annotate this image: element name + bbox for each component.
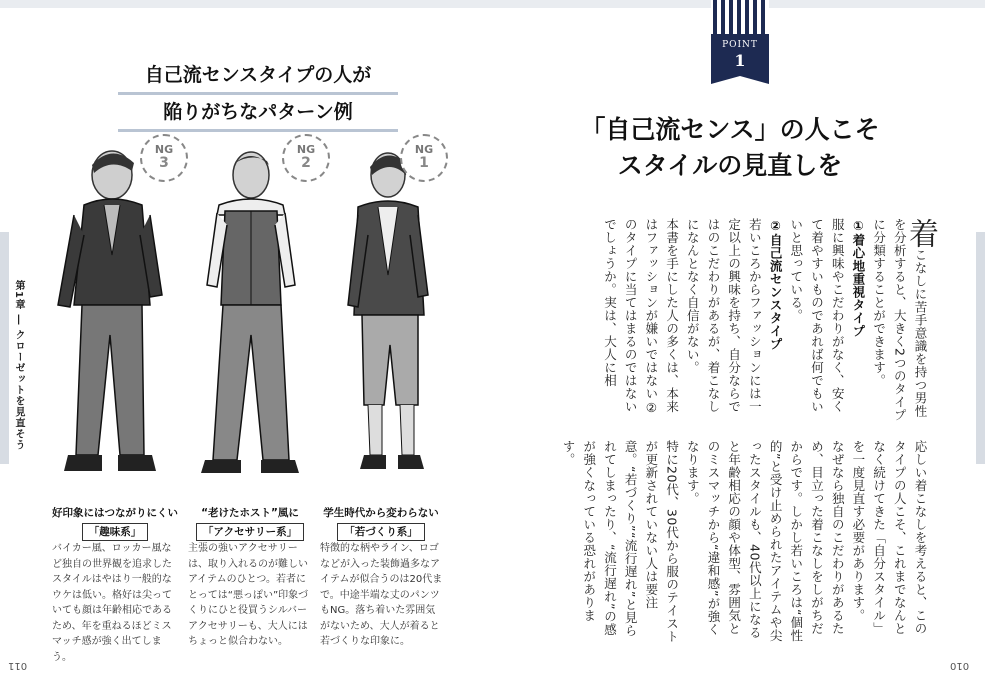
ng-badge-3 bbox=[140, 134, 188, 182]
upper-paragraph-4: 本書を手にした人の多くは、本来はファッションが嫌いではない②のタイプに当てはまるのではないでしょうか。実は、大人に相 bbox=[602, 218, 680, 416]
lower-paragraph-2: なぜなら独自のこだわりがあるため、目立った着こなしをしがちだからです。しかし若いころは“個性的”と受け止められたアイテムや尖ったスタイルも、40代以上になると年齢相応の顔や体型、雰囲気とのミスマッチから“違和感”が強くなります。 bbox=[685, 440, 846, 642]
left-title-line2: 陥りがちなパターン例 bbox=[118, 97, 398, 132]
caption-tag-3: 「趣味系」 bbox=[82, 523, 149, 541]
right-title-line1: 「自己流センス」の人こそ bbox=[580, 115, 880, 144]
point-label: POINT bbox=[722, 40, 758, 50]
upper-paragraph-1: こなしに苦手意識を持つ男性を分析すると、大きく2つのタイプに分類することができます。 bbox=[871, 218, 928, 422]
figure-host-illustration bbox=[185, 135, 315, 485]
right-page-tab bbox=[976, 232, 985, 464]
ng-badge-3-number: 3 bbox=[159, 155, 169, 171]
caption-text-1: 特徴的な柄やライン、ロゴなどが入った装飾過多なアイテムが似合うのは20代まで。中途半端な丈のパンツもNG。落ち着いた雰囲気がないため、大人が着ると若づくりな印象に。 bbox=[320, 543, 443, 647]
left-page-number: 011 bbox=[8, 660, 28, 671]
lower-paragraph-3: 特に20代、30代から服のテイストが更新されていない人は要注意。“若づくり”“流行遅れ”と見られてしまったり、“流行遅れ”の感が強くなっている恐れがあります。 bbox=[561, 440, 680, 643]
right-page-number: 010 bbox=[949, 660, 969, 671]
ng-badge-1-number: 1 bbox=[419, 155, 429, 171]
type1-heading: ①着心地重視タイプ bbox=[850, 218, 866, 338]
caption-tag-2: 「アクセサリー系」 bbox=[196, 523, 304, 541]
figure-youthful-illustration bbox=[330, 135, 450, 485]
right-title-line2: スタイルの見直しを bbox=[617, 151, 843, 180]
left-title-line1: 自己流センスタイプの人が bbox=[118, 60, 398, 95]
lower-paragraph-1: 応しい着こなしを考えると、このタイプの人こそ、これまでなんとなく続けてきた「自分スタイル」を一度見直す必要があります。 bbox=[850, 440, 928, 635]
ng-badge-1-label: NG bbox=[414, 143, 434, 156]
right-page-title bbox=[560, 112, 900, 184]
chapter-label: 第1章 ― クローゼットを見直そう bbox=[13, 280, 24, 451]
caption-heading-1 bbox=[316, 505, 446, 541]
body-text-upper bbox=[555, 218, 938, 423]
left-page-tab bbox=[0, 232, 9, 464]
caption-text-2: 主張の強いアクセサリーは、取り入れるのが難しいアイテムのひとつ。若者にとっては“悪っぽい”印象づくりにひと役買うシルバーアクセサリーも、大人にはちょっと似合わない。 bbox=[188, 543, 309, 647]
caption-heading-3 bbox=[50, 505, 180, 541]
upper-paragraph-2: 服に興味やこだわりがなく、安くて着やすいものであれば何でもいいと思っている。 bbox=[788, 218, 846, 413]
caption-title-3: 好印象にはつながりにくい bbox=[52, 507, 178, 519]
top-edge bbox=[0, 0, 985, 8]
left-page-title bbox=[118, 60, 398, 132]
body-text-lower bbox=[555, 440, 930, 645]
caption-title-2: “老けたホスト”風に bbox=[201, 507, 299, 519]
ng-badge-2-number: 2 bbox=[301, 155, 311, 171]
caption-heading-2 bbox=[185, 505, 315, 541]
upper-paragraph-3: 若いころからファッションには一定以上の興味を持ち、自分ならではのこだわりがあるが、着こなしになんとなく自信がない。 bbox=[685, 218, 763, 413]
ng-badge-2-label: NG bbox=[296, 143, 316, 156]
ng-badge-3-label: NG bbox=[154, 143, 174, 156]
ng-badge-1 bbox=[400, 134, 448, 182]
caption-text-3: バイカー風、ロッカー風など独自の世界観を追求したスタイルはやはり一般的なウケは低い。格好は尖っていても顔は年齢相応であるため、年を重ねるほどミスマッチ感が強く出てしまう。 bbox=[52, 543, 172, 663]
ng-badge-2 bbox=[282, 134, 330, 182]
type2-heading: ②自己流センスタイプ bbox=[768, 218, 784, 351]
caption-tag-1: 「若づくり系」 bbox=[337, 523, 425, 541]
drop-cap: 着 bbox=[903, 218, 938, 249]
figure-biker-illustration bbox=[48, 135, 178, 485]
point-number: 1 bbox=[734, 51, 746, 70]
caption-title-1: 学生時代から変わらない bbox=[323, 507, 439, 519]
